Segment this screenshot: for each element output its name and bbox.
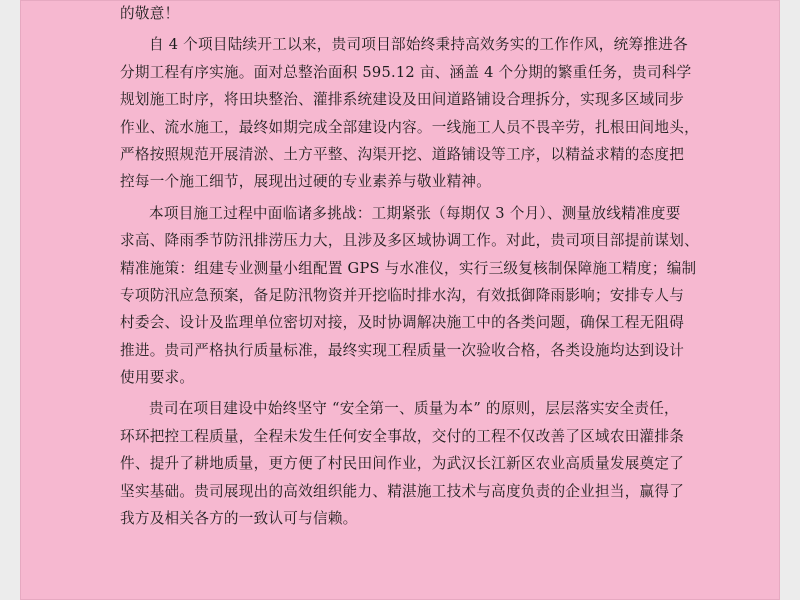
paragraph-3 xyxy=(120,200,699,392)
text-line: 作业、流水施工，最终如期完成全部建设内容。一线施工人员不畏辛劳，扎根田间地头， xyxy=(120,118,699,136)
text-line: 坚实基础。贵司展现出的高效组织能力、精湛施工技术与高度负责的企业担当，赢得了 xyxy=(120,482,685,500)
text-line: 分期工程有序实施。面对总整治面积 595.12 亩、涵盖 4 个分期的繁重任务，贵司科学 xyxy=(120,63,692,81)
text-line: 环环把控工程质量，全程未发生任何安全事故，交付的工程不仅改善了区域农田灌排条 xyxy=(120,427,685,445)
paragraph-2 xyxy=(120,31,699,195)
text-line: 求高、降雨季节防汛排涝压力大，且涉及多区域协调工作。对此，贵司项目部提前谋划、 xyxy=(120,232,699,250)
text-line: 贵司在项目建设中始终坚守 “安全第一、质量为本” 的原则，层层落实安全责任， xyxy=(149,400,679,418)
text-line: 严格按照规范开展清淤、土方平整、沟渠开挖、道路铺设等工序，以精益求精的态度把 xyxy=(120,145,685,163)
text-line: 规划施工时序，将田块整治、灌排系统建设及田间道路铺设合理拆分，实现多区域同步 xyxy=(120,91,685,109)
text-line: 使用要求。 xyxy=(120,369,195,387)
text-line: 我方及相关各方的一致认可与信赖。 xyxy=(120,510,358,528)
text-line: 的敬意！ xyxy=(120,5,180,22)
text-line: 推进。贵司严格执行质量标准，最终实现工程质量一次验收合格，各类设施均达到设计 xyxy=(120,341,685,359)
text-line: 精准施策：组建专业测量小组配置 GPS 与水准仪，实行三级复核制保障施工精度；编制 xyxy=(120,259,697,277)
paragraph-1 xyxy=(120,0,690,27)
text-line: 件、提升了耕地质量，更方便了村民田间作业，为武汉长江新区农业高质量发展奠定了 xyxy=(120,455,685,473)
letter-body xyxy=(120,0,699,532)
text-line: 本项目施工过程中面临诸多挑战：工期紧张（每期仅 3 个月）、测量放线精准度要 xyxy=(149,204,681,222)
document-page xyxy=(20,0,780,600)
paragraph-4 xyxy=(120,395,690,532)
text-line: 专项防汛应急预案，备足防汛物资并开挖临时排水沟，有效抵御降雨影响；安排专人与 xyxy=(120,286,685,304)
text-line: 村委会、设计及监理单位密切对接，及时协调解决施工中的各类问题，确保工程无阻碍 xyxy=(120,314,685,332)
text-line: 控每一个施工细节，展现出过硬的专业素养与敬业精神。 xyxy=(120,173,492,191)
text-line: 自 4 个项目陆续开工以来，贵司项目部始终秉持高效务实的工作作风，统筹推进各 xyxy=(149,36,688,54)
